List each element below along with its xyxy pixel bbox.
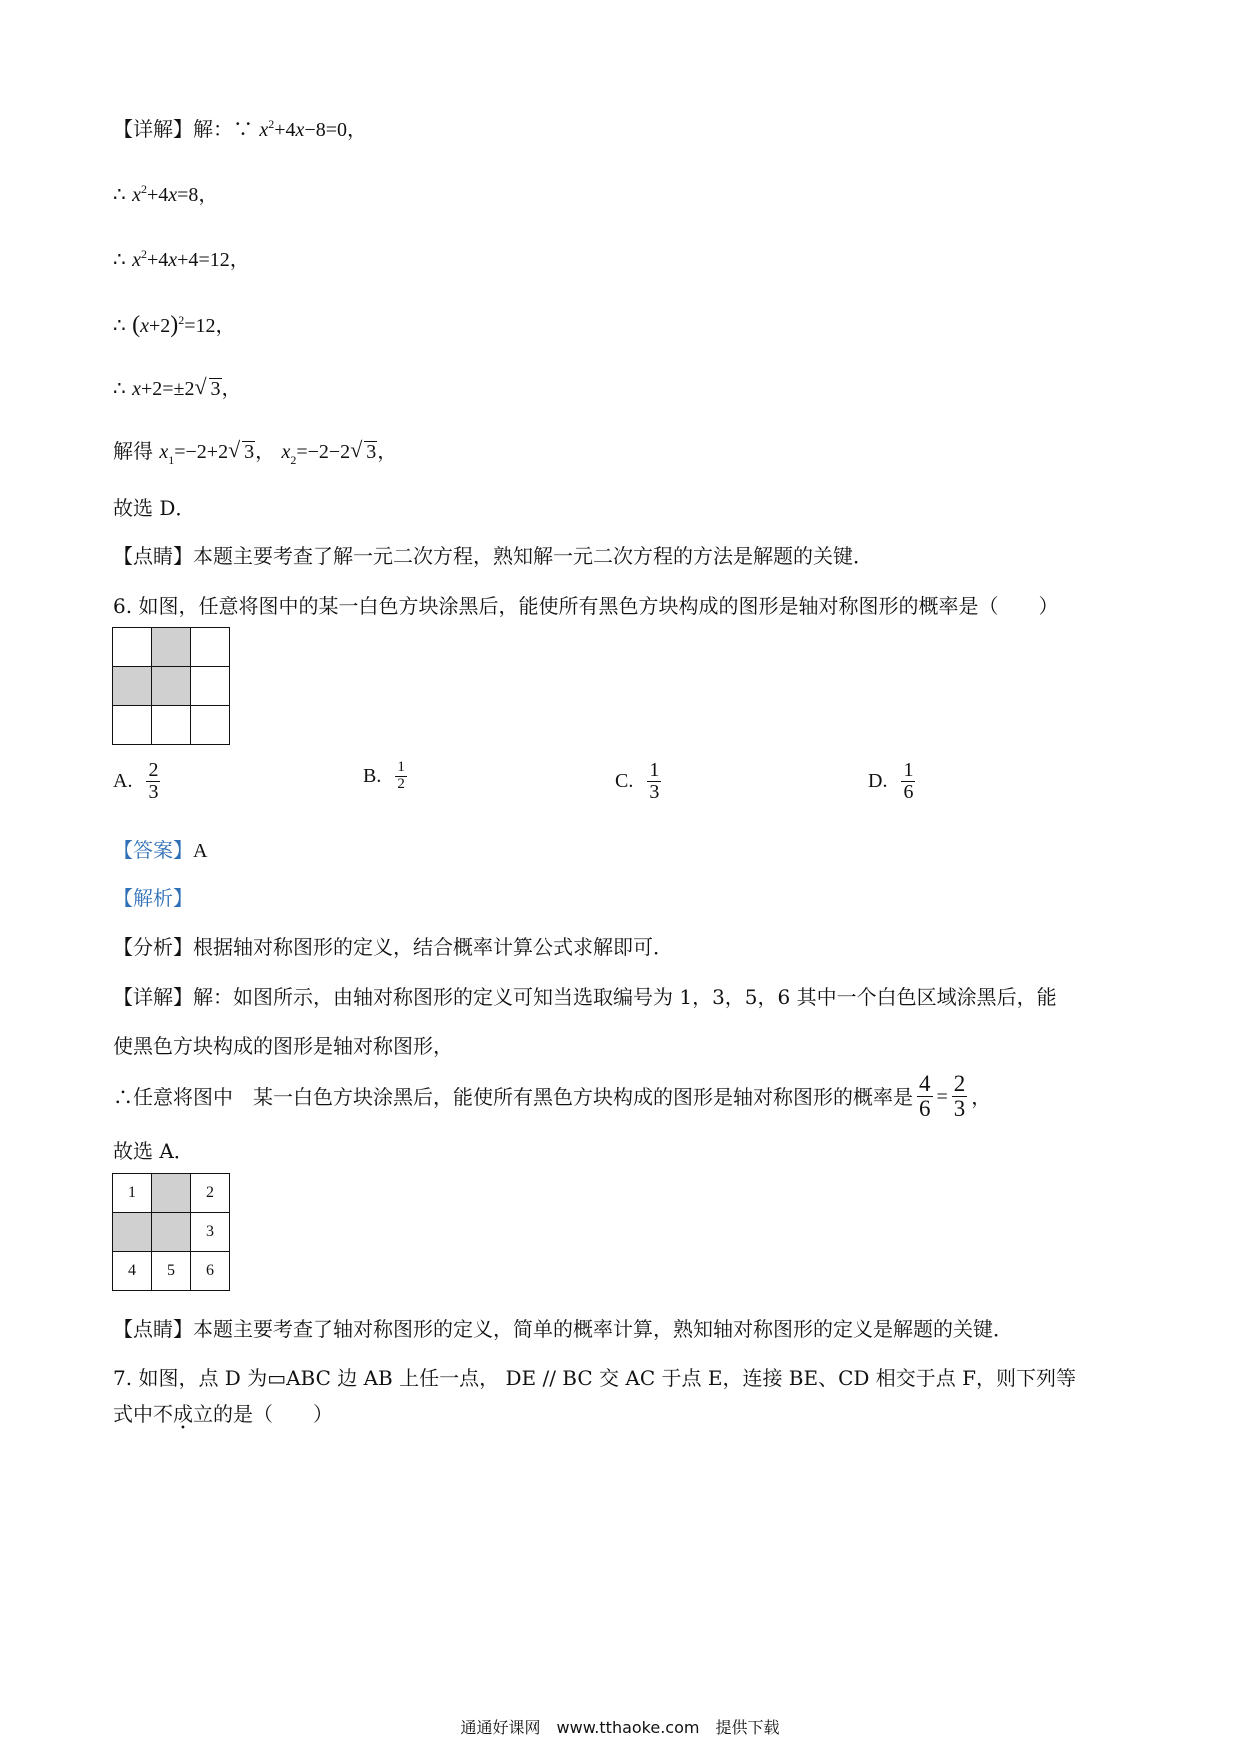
grid1-cell (113, 706, 152, 745)
option-a-fraction (146, 760, 160, 803)
option-c-fraction (647, 760, 661, 803)
comma: ， (971, 1084, 992, 1109)
equals-sign: = (936, 1085, 948, 1108)
jiexi-heading: 【解析】 (113, 886, 193, 910)
q7-emphasis: 不成立 (153, 1402, 213, 1426)
equation-5: x+2=±2√ 3 (132, 378, 221, 400)
therefore-symbol: ∴ (113, 182, 126, 206)
dianjing-1: 【点睛】本题主要考查了解一元二次方程，熟知解一元二次方程的方法是解题的关键． (113, 544, 873, 568)
prob-frac2-denominator: 3 (953, 1096, 966, 1122)
detail-prefix: 【详解】解： (113, 117, 233, 141)
grid1-cell (113, 628, 152, 667)
page-footer: 通通好课网 www.tthaoke.com 提供下载 (460, 1718, 780, 1737)
probability-fraction-2 (952, 1072, 968, 1121)
option-a (113, 760, 164, 803)
equation-1-end: =0， (325, 119, 367, 141)
detail2-line-1: 【详解】解：如图所示，由轴对称图形的定义可知当选取编号为 1，3，5，6 其中一个白色区域涂黑后，能 (113, 985, 1057, 1009)
step-line-3 (113, 248, 250, 270)
grid2-cell: 1 (113, 1174, 152, 1213)
option-b-fraction (395, 760, 407, 793)
equation-3-end: =12， (198, 249, 250, 271)
answer-line (113, 840, 207, 861)
option-a-numerator: 2 (148, 759, 159, 781)
option-b (363, 760, 411, 793)
grid1-cell (191, 667, 230, 706)
equation-2-end: =8， (177, 184, 219, 206)
option-b-numerator: 1 (397, 759, 405, 775)
option-d-fraction (901, 760, 915, 803)
equation-5-end: ， (221, 376, 242, 400)
step-line-2 (113, 183, 218, 205)
equation-2: $x^2+4x$ (132, 182, 178, 206)
grid2-cell: 4 (113, 1252, 152, 1291)
equation-3: $x^2+4x+4$ (132, 247, 199, 271)
grid1-cell (191, 706, 230, 745)
question-6: 6. 如图，任意将图中的某一白色方块涂黑后，能使所有黑色方块构成的图形是轴对称图形的概率是（ ） (113, 594, 1059, 618)
option-d-denominator: 6 (903, 781, 914, 803)
grid1-cell-filled (152, 667, 191, 706)
dianjing-2: 【点睛】本题主要考查了轴对称图形的定义，简单的概率计算，熟知轴对称图形的定义是解题的关键． (113, 1317, 1013, 1341)
therefore-symbol: ∴ (113, 376, 126, 400)
choose-a: 故选 A． (113, 1139, 194, 1163)
grid2-cell: 5 (152, 1252, 191, 1291)
option-b-label: B. (363, 764, 382, 787)
grid1-cell-filled (152, 628, 191, 667)
option-c-denominator: 3 (649, 781, 660, 803)
step-line-4 (113, 313, 236, 337)
grid2-cell: 3 (191, 1213, 230, 1252)
equation-4: $(x+2)^2$ (132, 312, 185, 338)
equation-1: $x^2+4x-8$ (259, 117, 326, 141)
option-a-label: A. (113, 770, 133, 792)
grid2-cell-filled (152, 1174, 191, 1213)
option-d (868, 760, 919, 803)
detail-line-1 (113, 118, 367, 140)
solution-prefix: 解得 (113, 439, 153, 463)
because-symbol: ∵ (233, 117, 253, 141)
detail2-line-3-text: ∴任意将图中 某一白色方块涂黑后，能使所有黑色方块构成的图形是轴对称图形的概率是 (113, 1084, 913, 1109)
detail2-line-2: 使黑色方块构成的图形是轴对称图形， (113, 1034, 453, 1058)
prob-frac2-numerator: 2 (953, 1071, 966, 1096)
grid2-cell-filled (152, 1213, 191, 1252)
option-c-numerator: 1 (649, 759, 660, 781)
grid-figure-1 (112, 627, 230, 745)
therefore-symbol: ∴ (113, 247, 126, 271)
choose-d: 故选 D． (113, 496, 196, 520)
root-x2: $x_2=-2-2√$ 3， (281, 441, 397, 463)
option-c-label: C. (615, 770, 634, 792)
option-a-denominator: 3 (148, 781, 159, 803)
question-7-line-2 (113, 1404, 333, 1424)
q7-text-a: 式中 (113, 1402, 153, 1426)
prob-frac1-numerator: 4 (919, 1071, 931, 1096)
grid2-cell: 2 (191, 1174, 230, 1213)
q7-text-c: 的是（ ） (213, 1402, 333, 1426)
root-x1: $x_1=-2+2√$ 3， (159, 441, 275, 463)
answer-value: A (193, 840, 208, 862)
grid1-cell (191, 628, 230, 667)
grid1-cell (152, 706, 191, 745)
therefore-symbol: ∴ (113, 313, 126, 337)
step-line-5 (113, 378, 242, 399)
solution-line (113, 441, 397, 466)
grid2-cell-filled (113, 1213, 152, 1252)
option-b-denominator: 2 (397, 775, 405, 792)
detail2-line-3 (113, 1072, 991, 1121)
prob-frac1-denominator: 6 (919, 1096, 931, 1122)
question-7-line-1: 7. 如图，点 D 为▭ABC 边 AB 上任一点， DE // BC 交 AC 于点 E，连接 BE、CD 相交于点 F，则下列等 (113, 1366, 1077, 1390)
grid1-cell-filled (113, 667, 152, 706)
probability-fraction-1 (917, 1072, 933, 1121)
option-d-numerator: 1 (903, 759, 914, 781)
fenxi-line: 【分析】根据轴对称图形的定义，结合概率计算公式求解即可． (113, 935, 673, 959)
grid2-cell: 6 (191, 1252, 230, 1291)
equation-4-end: =12， (184, 315, 236, 337)
grid-figure-2 (112, 1173, 230, 1291)
option-d-label: D. (868, 770, 888, 792)
answer-label: 【答案】 (113, 838, 193, 862)
option-c (615, 760, 665, 803)
